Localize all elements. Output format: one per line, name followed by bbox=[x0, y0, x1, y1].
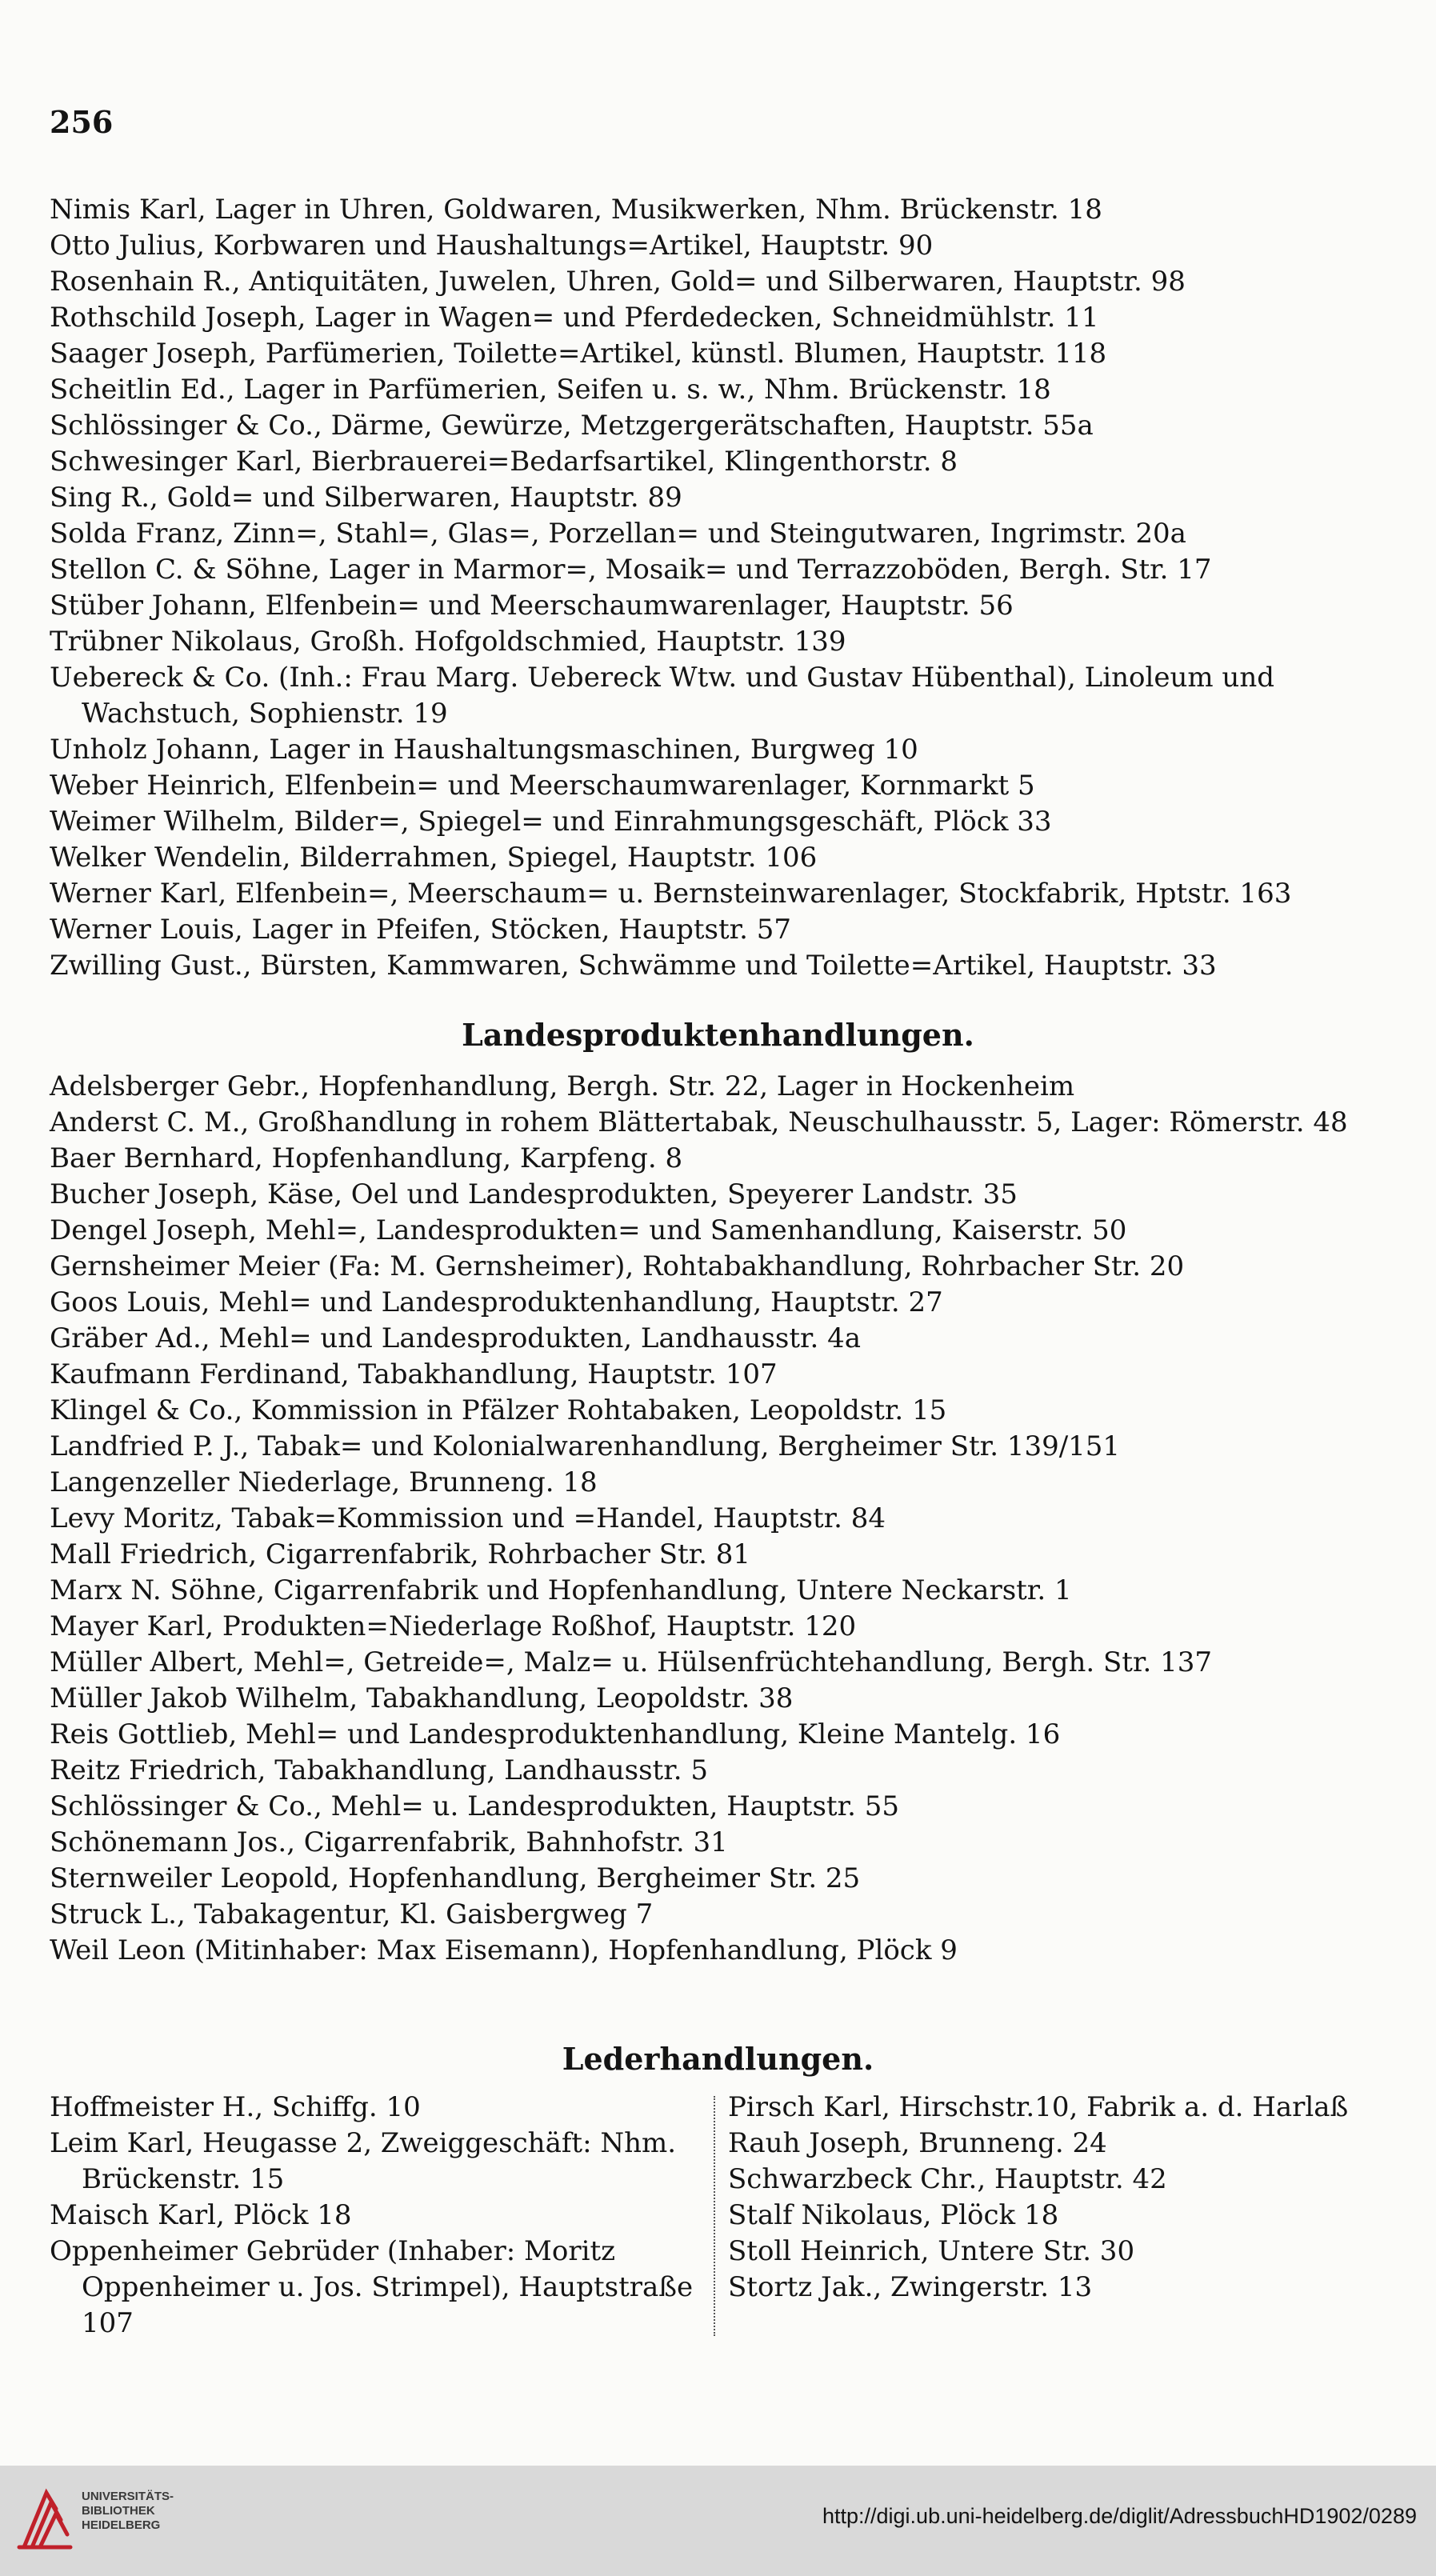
list-item: Mayer Karl, Produkten=Niederlage Roßhof, Hauptstr. 120 bbox=[50, 1610, 857, 1642]
list-item: Schwesinger Karl, Bierbrauerei=Bedarfsartikel, Klingenthorstr. 8 bbox=[50, 446, 958, 478]
library-logo[interactable] bbox=[14, 2480, 198, 2560]
footer-bar bbox=[0, 2466, 1436, 2576]
list-item: Trübner Nikolaus, Großh. Hofgoldschmied, Hauptstr. 139 bbox=[50, 626, 846, 658]
list-item: Schlössinger & Co., Därme, Gewürze, Metzgergerätschaften, Hauptstr. 55a bbox=[50, 410, 1094, 442]
list-item: Leim Karl, Heugasse 2, Zweiggeschäft: Nhm. Brückenstr. 15 bbox=[50, 2127, 677, 2195]
section-heading-lederhandlungen: Lederhandlungen. bbox=[562, 2041, 874, 2077]
column-divider bbox=[714, 2096, 715, 2336]
list-item: Saager Joseph, Parfümerien, Toilette=Artikel, künstl. Blumen, Hauptstr. 118 bbox=[50, 338, 1107, 370]
list-item: Otto Julius, Korbwaren und Haushaltungs=Artikel, Hauptstr. 90 bbox=[50, 230, 934, 262]
list-item: Hoffmeister H., Schiffg. 10 bbox=[50, 2091, 421, 2123]
list-item: Dengel Joseph, Mehl=, Landesprodukten= und Samenhandlung, Kaiserstr. 50 bbox=[50, 1214, 1127, 1246]
landesprodukten-list bbox=[50, 1069, 1387, 1969]
list-item: Levy Moritz, Tabak=Kommission und =Handel, Hauptstr. 84 bbox=[50, 1502, 886, 1534]
list-item: Rothschild Joseph, Lager in Wagen= und Pferdedecken, Schneidmühlstr. 11 bbox=[50, 302, 1099, 334]
list-item: Solda Franz, Zinn=, Stahl=, Glas=, Porzellan= und Steingutwaren, Ingrimstr. 20a bbox=[50, 518, 1186, 550]
list-item: Müller Jakob Wilhelm, Tabakhandlung, Leopoldstr. 38 bbox=[50, 1682, 794, 1714]
list-item: Struck L., Tabakagentur, Kl. Gaisbergweg 7 bbox=[50, 1898, 654, 1930]
merchant-list bbox=[50, 192, 1387, 984]
list-item: Oppenheimer Gebrüder (Inhaber: Moritz Oppenheimer u. Jos. Strimpel), Hauptstraße 107 bbox=[50, 2235, 694, 2339]
list-item: Werner Karl, Elfenbein=, Meerschaum= u. Bernsteinwarenlager, Stockfabrik, Hptstr. 163 bbox=[50, 878, 1292, 910]
list-item: Maisch Karl, Plöck 18 bbox=[50, 2199, 352, 2231]
list-item: Rosenhain R., Antiquitäten, Juwelen, Uhren, Gold= und Silberwaren, Hauptstr. 98 bbox=[50, 266, 1186, 298]
list-item: Goos Louis, Mehl= und Landesproduktenhandlung, Hauptstr. 27 bbox=[50, 1286, 943, 1318]
list-item: Sing R., Gold= und Silberwaren, Hauptstr. 89 bbox=[50, 482, 682, 514]
list-item: Schlössinger & Co., Mehl= u. Landesprodukten, Hauptstr. 55 bbox=[50, 1790, 899, 1822]
list-item: Nimis Karl, Lager in Uhren, Goldwaren, Musikwerken, Nhm. Brückenstr. 18 bbox=[50, 194, 1102, 226]
source-url-link[interactable]: http://digi.ub.uni-heidelberg.de/diglit/AdressbuchHD1902/0289 bbox=[822, 2504, 1417, 2528]
lederhandlungen-columns bbox=[50, 2090, 1387, 2346]
list-item: Stüber Johann, Elfenbein= und Meerschaumwarenlager, Hauptstr. 56 bbox=[50, 590, 1014, 622]
list-item: Kaufmann Ferdinand, Tabakhandlung, Hauptstr. 107 bbox=[50, 1358, 778, 1390]
library-name: UNIVERSITÄTS- BIBLIOTHEK HEIDELBERG bbox=[82, 2490, 174, 2532]
list-item: Baer Bernhard, Hopfenhandlung, Karpfeng. 8 bbox=[50, 1142, 683, 1174]
list-item: Adelsberger Gebr., Hopfenhandlung, Bergh. Str. 22, Lager in Hockenheim bbox=[50, 1070, 1075, 1102]
list-item: Zwilling Gust., Bürsten, Kammwaren, Schwämme und Toilette=Artikel, Hauptstr. 33 bbox=[50, 950, 1217, 982]
list-item: Landfried P. J., Tabak= und Kolonialwarenhandlung, Bergheimer Str. 139/151 bbox=[50, 1430, 1121, 1462]
list-item: Müller Albert, Mehl=, Getreide=, Malz= u. Hülsenfrüchtehandlung, Bergh. Str. 137 bbox=[50, 1646, 1213, 1678]
list-item: Uebereck & Co. (Inh.: Frau Marg. Uebereck Wtw. und Gustav Hübenthal), Linoleum und Wachstuch, Sophienstr. 19 bbox=[50, 662, 1274, 730]
right-column bbox=[728, 2090, 1387, 2306]
list-item: Gräber Ad., Mehl= und Landesprodukten, Landhausstr. 4a bbox=[50, 1322, 862, 1354]
list-item: Reitz Friedrich, Tabakhandlung, Landhausstr. 5 bbox=[50, 1754, 708, 1786]
list-item: Marx N. Söhne, Cigarrenfabrik und Hopfenhandlung, Untere Neckarstr. 1 bbox=[50, 1574, 1072, 1606]
library-seal-icon bbox=[14, 2485, 78, 2554]
list-item: Pirsch Karl, Hirschstr.10, Fabrik a. d. Harlaß bbox=[728, 2091, 1349, 2123]
list-item: Werner Louis, Lager in Pfeifen, Stöcken, Hauptstr. 57 bbox=[50, 914, 792, 946]
list-item: Weber Heinrich, Elfenbein= und Meerschaumwarenlager, Kornmarkt 5 bbox=[50, 770, 1035, 802]
list-item: Bucher Joseph, Käse, Oel und Landesprodukten, Speyerer Landstr. 35 bbox=[50, 1178, 1018, 1210]
list-item: Sternweiler Leopold, Hopfenhandlung, Bergheimer Str. 25 bbox=[50, 1862, 861, 1894]
list-item: Reis Gottlieb, Mehl= und Landesproduktenhandlung, Kleine Mantelg. 16 bbox=[50, 1718, 1061, 1750]
list-item: Rauh Joseph, Brunneng. 24 bbox=[728, 2127, 1107, 2159]
list-item: Schwarzbeck Chr., Hauptstr. 42 bbox=[728, 2163, 1167, 2195]
list-item: Mall Friedrich, Cigarrenfabrik, Rohrbacher Str. 81 bbox=[50, 1538, 751, 1570]
list-item: Stoll Heinrich, Untere Str. 30 bbox=[728, 2235, 1135, 2267]
list-item: Gernsheimer Meier (Fa: M. Gernsheimer), Rohtabakhandlung, Rohrbacher Str. 20 bbox=[50, 1250, 1185, 1282]
list-item: Klingel & Co., Kommission in Pfälzer Rohtabaken, Leopoldstr. 15 bbox=[50, 1394, 947, 1426]
list-item: Schönemann Jos., Cigarrenfabrik, Bahnhofstr. 31 bbox=[50, 1826, 728, 1858]
list-item: Stalf Nikolaus, Plöck 18 bbox=[728, 2199, 1059, 2231]
list-item: Scheitlin Ed., Lager in Parfümerien, Seifen u. s. w., Nhm. Brückenstr. 18 bbox=[50, 374, 1051, 406]
list-item: Anderst C. M., Großhandlung in rohem Blättertabak, Neuschulhausstr. 5, Lager: Römerstr. 48 bbox=[50, 1106, 1348, 1138]
list-item: Unholz Johann, Lager in Haushaltungsmaschinen, Burgweg 10 bbox=[50, 734, 918, 766]
list-item: Stortz Jak., Zwingerstr. 13 bbox=[728, 2271, 1093, 2303]
list-item: Stellon C. & Söhne, Lager in Marmor=, Mosaik= und Terrazzoböden, Bergh. Str. 17 bbox=[50, 554, 1212, 586]
left-column bbox=[50, 2090, 702, 2342]
section-heading-landesprodukten: Landesproduktenhandlungen. bbox=[462, 1017, 974, 1053]
list-item: Weil Leon (Mitinhaber: Max Eisemann), Hopfenhandlung, Plöck 9 bbox=[50, 1934, 958, 1966]
list-item: Welker Wendelin, Bilderrahmen, Spiegel, Hauptstr. 106 bbox=[50, 842, 818, 874]
list-item: Weimer Wilhelm, Bilder=, Spiegel= und Einrahmungsgeschäft, Plöck 33 bbox=[50, 806, 1052, 838]
page-number: 256 bbox=[50, 104, 114, 140]
list-item: Langenzeller Niederlage, Brunneng. 18 bbox=[50, 1466, 598, 1498]
